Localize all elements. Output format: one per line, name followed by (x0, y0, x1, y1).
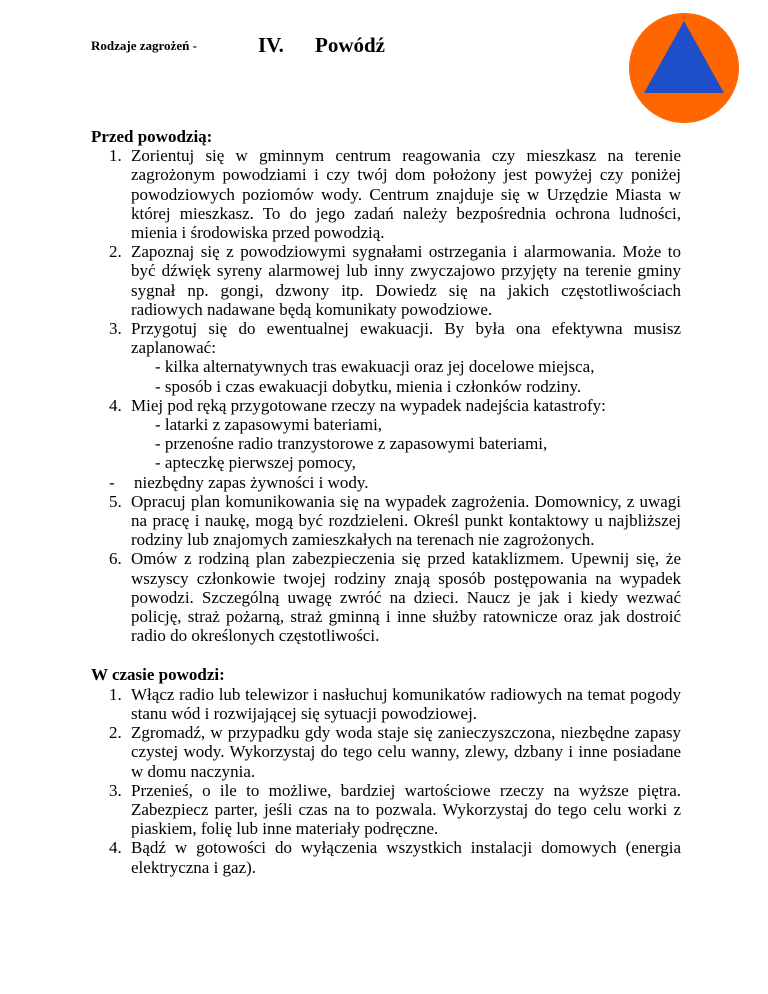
document-category: Rodzaje zagrożeń - (91, 38, 197, 53)
item-text: Zapoznaj się z powodziowymi sygnałami ostrzegania i alarmowania. Może to być dźwięk syreny alarmowej lub inny zwyczajowo przyjęty na terenie gminy sygnał np. gongi, dzwony itp. Dowiedz się na jakich częstotliwościach radiowych nadawane będą komunikaty powodziowe. (131, 242, 681, 319)
section-heading-during: W czasie powodzi: (91, 665, 225, 685)
sub-item-dash: - (109, 472, 115, 492)
list-marker: 1. (109, 146, 122, 166)
list-marker: 4. (109, 395, 122, 415)
sub-item: - kilka alternatywnych tras ewakuacji oraz jej docelowe miejsca, (155, 357, 595, 377)
sub-item: - sposób i czas ewakuacji dobytku, mienia i członków rodziny. (155, 376, 582, 396)
list-marker: 5. (109, 491, 122, 511)
item-text: Opracuj plan komunikowania się na wypadek zagrożenia. Domownicy, z uwagi na pracę i naukę, mogą być rozdzieleni. Określ punkt kontaktowy u najbliższej rodziny lub znajomych zamieszkałych na terenach nie zagrożonych. (131, 491, 681, 550)
before-item-5 (91, 492, 681, 550)
list-marker: 3. (109, 319, 122, 339)
chapter-heading (258, 33, 385, 58)
item-text: Omów z rodziną plan zabezpieczenia się przed kataklizmem. Upewnij się, że wszyscy członkowie twojej rodziny znają sposób postępowania na wypadek powodzi. Szczególną uwagę zwróć na dzieci. Naucz je jak i kiedy wezwać policję, straż pożarną, straż gminną i inne służby ratownicze oraz jak dostroić radio do określonych częstotliwości. (131, 549, 681, 646)
during-list (91, 685, 681, 877)
chapter-title: Powódź (315, 33, 385, 57)
during-item-1 (91, 685, 681, 723)
list-marker: 4. (109, 838, 122, 858)
list-marker: 2. (109, 723, 122, 743)
before-item-2 (91, 242, 681, 319)
item-text: Zorientuj się w gminnym centrum reagowania czy mieszkasz na terenie zagrożonym powodziami i czy twój dom położony jest powyżej czy poniżej powodziowych poziomów wody. Centrum znajduje się w Urzędzie Miasta w której mieszkasz. To do jego zadań należy bezpośrednia ochrona ludności, mienia i środowiska przed powodzią. (131, 146, 681, 243)
document-body (91, 118, 681, 877)
before-item-4 (91, 396, 681, 492)
before-list (91, 146, 681, 645)
chapter-number: IV. (258, 33, 284, 57)
item-text: Bądź w gotowości do wyłączenia wszystkich instalacji domowych (energia elektryczna i gaz). (131, 838, 681, 877)
item-text: Włącz radio lub telewizor i nasłuchuj komunikatów radiowych na temat pogody stanu wód i rozwijającej się sytuacji powodziowej. (131, 684, 681, 723)
during-item-4 (91, 838, 681, 876)
list-marker: 6. (109, 549, 122, 569)
list-marker: 1. (109, 684, 122, 704)
during-item-3 (91, 781, 681, 839)
item-text: Miej pod ręką przygotowane rzeczy na wypadek nadejścia katastrofy: (131, 395, 606, 415)
sub-item: - przenośne radio tranzystorowe z zapasowymi bateriami, (155, 434, 548, 454)
item-text: Przenieś, o ile to możliwe, bardziej wartościowe rzeczy na wyższe piętra. Zabezpiecz parter, jeśli czas na to pozwala. Wykorzystaj do tego celu worki z piaskiem, folię lub inne materiały podręczne. (131, 780, 681, 839)
before-item-1 (91, 146, 681, 242)
sub-item: - latarki z zapasowymi bateriami, (155, 415, 383, 435)
item-text: Zgromadź, w przypadku gdy woda staje się zanieczyszczona, niezbędne zapasy czystej wody. Wykorzystaj do tego celu wanny, zlewy, dzbany i inne posiadane w domu naczynia. (131, 723, 681, 781)
sub-item-text: niezbędny zapas żywności i wody. (134, 472, 369, 492)
sub-item (109, 473, 681, 492)
before-item-3 (91, 319, 681, 396)
sub-item: - apteczkę pierwszej pomocy, (155, 453, 356, 473)
list-marker: 2. (109, 242, 122, 262)
section-heading-before: Przed powodzią: (91, 127, 213, 146)
list-marker: 3. (109, 780, 122, 800)
before-item-6 (91, 549, 681, 645)
item-text: Przygotuj się do ewentualnej ewakuacji. By była ona efektywna musisz zaplanować: (131, 319, 681, 358)
civil-defense-logo (628, 12, 740, 124)
during-item-2 (91, 723, 681, 781)
